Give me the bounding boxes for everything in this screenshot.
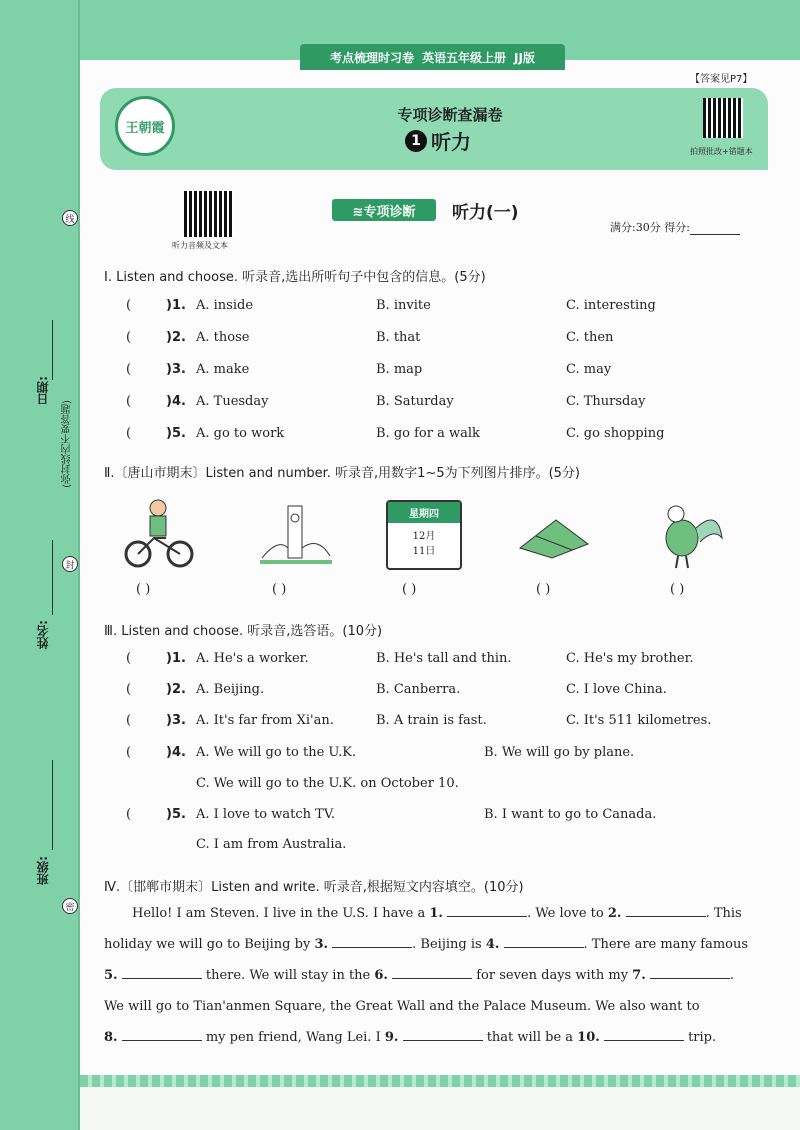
option-b[interactable]: B. Canberra.: [376, 682, 461, 697]
answer-paren[interactable]: (: [126, 394, 132, 409]
question-row: [126, 807, 776, 827]
passage-text: . This: [705, 906, 742, 921]
blank-number: 3.: [314, 937, 329, 952]
part3-heading: Ⅲ. Listen and choose. 听录音,选答语。(10分): [104, 624, 383, 639]
blank-field[interactable]: [604, 1029, 684, 1041]
passage-text: that will be a: [482, 1030, 578, 1045]
blank-field[interactable]: [650, 967, 730, 979]
option-c[interactable]: C. then: [566, 330, 614, 345]
option-c[interactable]: C. go shopping: [566, 426, 665, 441]
question-number: )5.: [166, 426, 186, 441]
option-b[interactable]: B. Saturday: [376, 394, 454, 409]
question-row-cont: [126, 837, 776, 857]
option-a[interactable]: A. inside: [196, 298, 254, 313]
question-row: [126, 713, 776, 733]
unit-number: 1: [405, 130, 427, 152]
question-row: [126, 394, 776, 414]
blank-number: 7.: [632, 968, 646, 983]
qr-code-icon[interactable]: [703, 98, 743, 138]
option-c[interactable]: C. I love China.: [566, 682, 667, 697]
picture-answer-2[interactable]: ( ): [272, 582, 287, 597]
question-number: )4.: [166, 745, 186, 760]
picture-answer-5[interactable]: ( ): [670, 582, 685, 597]
section-title: 听力(一): [452, 203, 519, 223]
option-a[interactable]: A. He's a worker.: [196, 651, 309, 666]
question-number: )5.: [166, 807, 186, 822]
name-label: 姓名:: [36, 620, 50, 649]
question-number: )2.: [166, 330, 186, 345]
passage-line: We will go to Tian'anmen Square, the Great Wall and the Palace Museum. We also want to: [104, 999, 700, 1014]
answer-paren[interactable]: (: [126, 807, 132, 822]
option-c[interactable]: C. We will go to the U.K. on October 10.: [196, 776, 459, 791]
option-c[interactable]: C. interesting: [566, 298, 656, 313]
option-c[interactable]: C. Thursday: [566, 394, 646, 409]
passage-text: . There are many famous: [583, 937, 749, 952]
question-number: )3.: [166, 713, 186, 728]
option-a[interactable]: A. make: [196, 362, 250, 377]
answer-paren[interactable]: (: [126, 651, 132, 666]
question-row: [126, 330, 776, 350]
series-name: 考点梳理时习卷: [330, 50, 415, 65]
section-badge: ≋专项诊断: [332, 199, 436, 221]
paper-title: 专项诊断查漏卷: [397, 106, 503, 124]
publisher-logo: 王朝霞: [115, 96, 175, 156]
calendar-weekday: 星期四: [388, 502, 460, 523]
blank-number: 9.: [384, 1030, 399, 1045]
blank-number: 4.: [485, 937, 500, 952]
passage-line: [104, 929, 768, 960]
answer-paren[interactable]: (: [126, 298, 132, 313]
score-box: [610, 219, 740, 235]
seal-mark: 密: [62, 898, 78, 914]
seal-note: (弥封线内不要答题): [62, 400, 73, 488]
calendar-month: 12月: [412, 531, 436, 542]
calendar-picture: [386, 500, 462, 570]
passage-text: trip.: [683, 1030, 717, 1045]
option-a[interactable]: A. go to work: [196, 426, 285, 441]
part4-heading: Ⅳ.〔邯郸市期末〕Listen and write. 听录音,根据短文内容填空。(10分): [104, 880, 524, 895]
option-a[interactable]: A. Beijing.: [196, 682, 265, 697]
blank-number: 8.: [104, 1030, 118, 1045]
passage: [104, 898, 768, 1053]
option-c[interactable]: C. It's 511 kilometres.: [566, 713, 712, 728]
picture-answer-3[interactable]: ( ): [402, 582, 417, 597]
date-field[interactable]: [52, 320, 53, 380]
option-b[interactable]: B. We will go by plane.: [484, 745, 635, 760]
blank-number: 1.: [429, 906, 443, 921]
series-banner: [300, 44, 565, 70]
option-b[interactable]: B. go for a walk: [376, 426, 480, 441]
option-c[interactable]: C. may: [566, 362, 612, 377]
answer-reference: 【答案见P7】: [690, 74, 753, 85]
answer-paren[interactable]: (: [126, 745, 132, 760]
question-number: )3.: [166, 362, 186, 377]
score-field[interactable]: [690, 223, 740, 235]
option-b[interactable]: B. He's tall and thin.: [376, 651, 512, 666]
part2-heading: Ⅱ.〔唐山市期末〕Listen and number. 听录音,用数字1~5为下列图片排序。(5分): [104, 466, 581, 481]
question-number: )2.: [166, 682, 186, 697]
passage-text: .: [729, 968, 735, 983]
london-landmark-picture: [258, 498, 334, 570]
part1-heading: Ⅰ. Listen and choose. 听录音,选出所听句子中包含的信息。(5分): [104, 270, 486, 285]
blank-field[interactable]: [122, 967, 202, 979]
answer-paren[interactable]: (: [126, 713, 132, 728]
option-a[interactable]: A. I love to watch TV.: [196, 807, 336, 822]
option-b[interactable]: B. A train is fast.: [376, 713, 487, 728]
question-row: [126, 362, 776, 382]
blank-field[interactable]: [403, 1029, 483, 1041]
question-number: )1.: [166, 651, 186, 666]
answer-paren[interactable]: (: [126, 426, 132, 441]
class-label: 班级:: [36, 856, 50, 885]
passage-text: my pen friend, Wang Lei. I: [201, 1030, 385, 1045]
option-b[interactable]: B. map: [376, 362, 423, 377]
answer-paren[interactable]: (: [126, 362, 132, 377]
option-a[interactable]: A. Tuesday: [196, 394, 269, 409]
passage-text: . We love to: [527, 906, 608, 921]
score-label: 满分:30分 得分:: [610, 221, 690, 234]
picture-answer-1[interactable]: ( ): [136, 582, 151, 597]
blank-field[interactable]: [122, 1029, 202, 1041]
blank-field[interactable]: [332, 936, 412, 948]
blank-field[interactable]: [626, 905, 706, 917]
passage-text: there. We will stay in the: [201, 968, 375, 983]
class-field[interactable]: [52, 760, 53, 850]
subject-name: 英语五年级上册: [422, 50, 507, 65]
unit-title: 听力: [431, 130, 471, 154]
passage-line: [104, 898, 768, 929]
blank-field[interactable]: [504, 936, 584, 948]
blank-field[interactable]: [447, 905, 527, 917]
passage-line: [104, 960, 768, 991]
question-row: [126, 745, 776, 765]
boy-cycling-picture: [122, 498, 198, 570]
passage-text: Hello! I am Steven. I live in the U.S. I have a: [132, 906, 430, 921]
bottom-decoration: [80, 1075, 800, 1087]
option-b[interactable]: B. invite: [376, 298, 431, 313]
option-b[interactable]: B. I want to go to Canada.: [484, 807, 657, 822]
option-c[interactable]: C. He's my brother.: [566, 651, 694, 666]
date-label: 日期:: [36, 376, 50, 405]
edition-name: JJ版: [514, 50, 535, 65]
seal-mark: 封: [62, 556, 78, 572]
blank-number: 6.: [374, 968, 388, 983]
answer-paren[interactable]: (: [126, 330, 132, 345]
question-row: [126, 682, 776, 702]
question-row-cont: [126, 776, 776, 796]
question-row: [126, 298, 776, 318]
audio-caption: 听力音频及文本: [172, 241, 228, 250]
question-row: [126, 651, 776, 671]
question-number: )4.: [166, 394, 186, 409]
blank-number: 2.: [607, 906, 622, 921]
qr-caption: 拍照批改+错题本: [690, 147, 753, 156]
passage-text: for seven days with my: [472, 968, 633, 983]
seal-mark: 线: [62, 210, 78, 226]
option-a[interactable]: A. those: [196, 330, 250, 345]
audio-qr-code-icon[interactable]: [184, 191, 234, 237]
paper-subtitle: [405, 126, 471, 155]
question-number: )1.: [166, 298, 186, 313]
passage-text: holiday we will go to Beijing by: [104, 937, 315, 952]
passage-text: . Beijing is: [412, 937, 486, 952]
rooster-picture: [652, 498, 728, 570]
option-a[interactable]: A. It's far from Xi'an.: [196, 713, 334, 728]
picture-answer-4[interactable]: ( ): [536, 582, 551, 597]
blank-field[interactable]: [392, 967, 472, 979]
passage-line: [104, 1022, 768, 1053]
calendar-day: 11日: [412, 546, 436, 557]
option-c[interactable]: C. I am from Australia.: [196, 837, 347, 852]
blank-number: 5.: [104, 968, 118, 983]
question-row: [126, 426, 776, 446]
name-field[interactable]: [52, 540, 53, 615]
blank-number: 10.: [577, 1030, 600, 1045]
option-b[interactable]: B. that: [376, 330, 421, 345]
option-a[interactable]: A. We will go to the U.K.: [196, 745, 357, 760]
answer-paren[interactable]: (: [126, 682, 132, 697]
zongzi-picture: [516, 498, 592, 570]
